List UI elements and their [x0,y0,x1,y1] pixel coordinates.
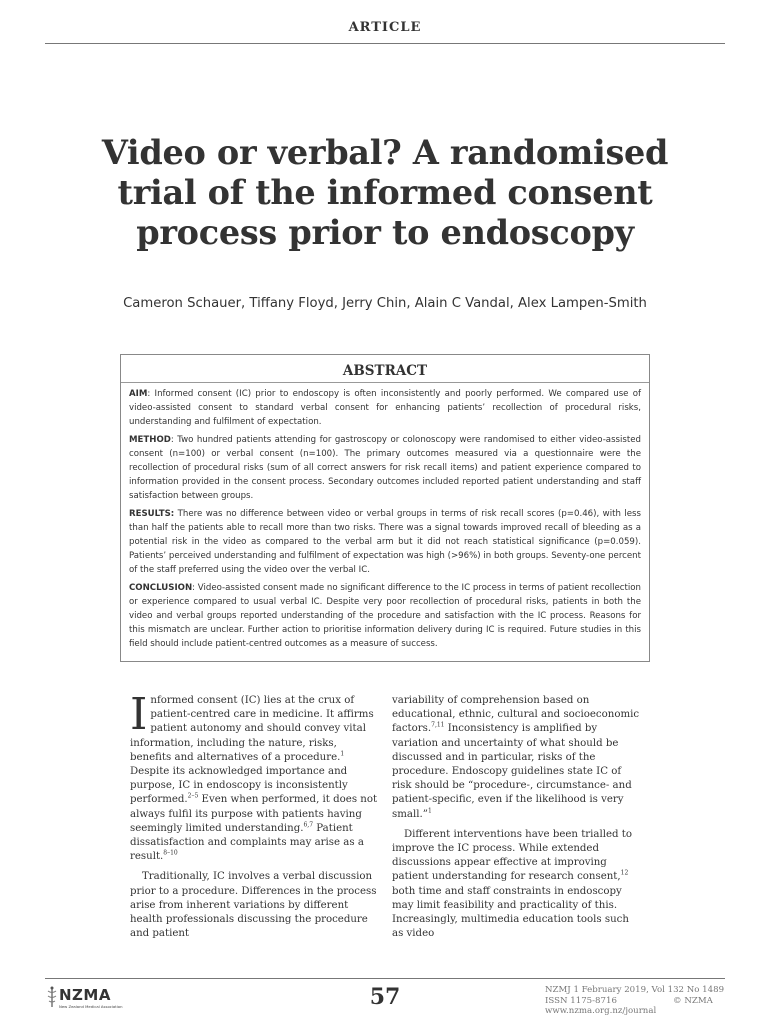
aim-text: : Informed consent (IC) prior to endoscopy is often inconsistently and poorly performed. We compared use of video-assisted consent to standard verbal consent for enhancing patients’ recollection of procedural risks, understanding and fulfilment of expectation. [129,389,641,427]
citation-ref[interactable]: 6,7 [303,821,314,829]
author-list: Cameron Schauer, Tiffany Floyd, Jerry Chin, Alain C Vandal, Alex Lampen-Smith [123,296,647,311]
abstract-results [129,507,641,577]
method-text: : Two hundred patients attending for gastroscopy or colonoscopy were randomised to either video-assisted consent (n=100) or verbal consent (n=100). The primary outcomes measured via a questionnaire were the recollection of procedural risks (sum of all correct answers for risk recall items) and patient experience compared to information provided in the consent process. Secondary outcomes included reported patient understanding and staff satisfaction between groups. [129,435,641,501]
results-label: RESULTS: [129,509,175,519]
body-text: both time and staff constraints in endoscopy may limit feasibility and practicality of this. Increasingly, multimedia education tools such as video [392,885,629,940]
citation-ref[interactable]: 7,11 [431,722,445,730]
drop-cap: I [130,689,148,740]
body-text: nformed consent (IC) lies at the crux of patient-centred care in medicine. It affirms patient autonomy and should convey vital information, including the nature, risks, benefits and alternatives of a procedure. [130,695,374,763]
issn: ISSN 1175-8716 [545,995,617,1006]
citation-ref[interactable]: 2–5 [187,793,199,801]
abstract-conclusion [129,581,641,651]
citation-ref[interactable]: 8–10 [163,849,178,857]
body-paragraph [392,694,642,822]
issn-line [545,996,735,1007]
aim-label: AIM [129,389,148,399]
body-paragraph [392,828,642,942]
journal-info [545,985,735,1017]
body-text: variability of comprehension based on educational, ethnic, cultural and socioeconomic factors. [392,695,640,735]
body-paragraph: Traditionally, IC involves a verbal discussion prior to a procedure. Differences in the process arise from inherent variations by different health professionals discussing the procedure and patient [130,871,377,940]
logo-subtitle: New Zealand Medical Association [59,1004,123,1009]
body-column-left [130,689,380,941]
citation-ref[interactable]: 1 [427,807,432,815]
conclusion-text: : Video-assisted consent made no significant difference to the IC process in terms of patient recollection or experience compared to usual verbal IC. Despite very poor recollection of procedural risks, patients in both the video and verbal groups reported understanding of the procedure and satisfaction with the IC process. Reasons for this mismatch are unclear. Further action to prioritise information delivery during IC is required. Future studies in this field should include patient-centred outcomes as a measure of success. [129,583,641,649]
results-text: There was no difference between video or verbal groups in terms of risk recall scores (p=0.46), with less than half the patients able to recall more than two risks. There was a signal towards improved recall of bleeding as a potential risk in the video as compared to the verbal arm but it did not reach statistical significance (p=0.059). Patients’ perceived understanding and fulfilment of expectation was high (>96%) in both groups. Seventy-one percent of the staff preferred using the video over the verbal IC. [129,509,641,575]
abstract-method [129,433,641,503]
abstract-box [120,354,650,662]
copyright: © NZMA [673,995,713,1006]
page-number: 57 [369,984,401,1010]
body-column-right [392,694,642,941]
abstract-heading: ABSTRACT [342,363,428,379]
body-text: Even when performed, it does not always fulfil its purpose with patients having seemingly limited understanding. [130,794,378,834]
citation-ref[interactable]: 12 [620,870,629,878]
footer-divider [45,978,725,979]
body-text: Patient dissatisfaction and complaints may arise as a result. [130,822,364,863]
conclusion-label: CONCLUSION [129,583,193,593]
body-text: Despite its acknowledged importance and purpose, IC in endoscopy is inconsistently performed. [130,766,348,806]
header-divider [45,43,725,44]
section-label: ARTICLE [348,20,422,35]
citation-ref[interactable]: 1 [340,750,345,758]
method-label: METHOD [129,435,171,445]
body-paragraph [130,689,380,864]
article-title: Video or verbal? A randomised trial of the informed consent process prior to endoscopy [101,133,669,252]
logo-text: NZMA [59,986,111,1004]
abstract-aim [129,387,641,429]
journal-url[interactable]: www.nzma.org.nz/journal [545,1006,657,1016]
body-text: Different interventions have been trialled to improve the IC process. While extended discussions appear effective at improving patient understanding for research consent, [392,828,633,883]
abstract-divider [121,382,649,383]
journal-issue: NZMJ 1 February 2019, Vol 132 No 1489 [545,985,725,995]
body-text: Inconsistency is amplified by variation and uncertainty of what should be discussed and in particular, risks of the procedure. Endoscopy guidelines state IC of risk should be “procedure-, circumstance- and patient-specific, even if the likelihood is very small.” [392,723,632,820]
